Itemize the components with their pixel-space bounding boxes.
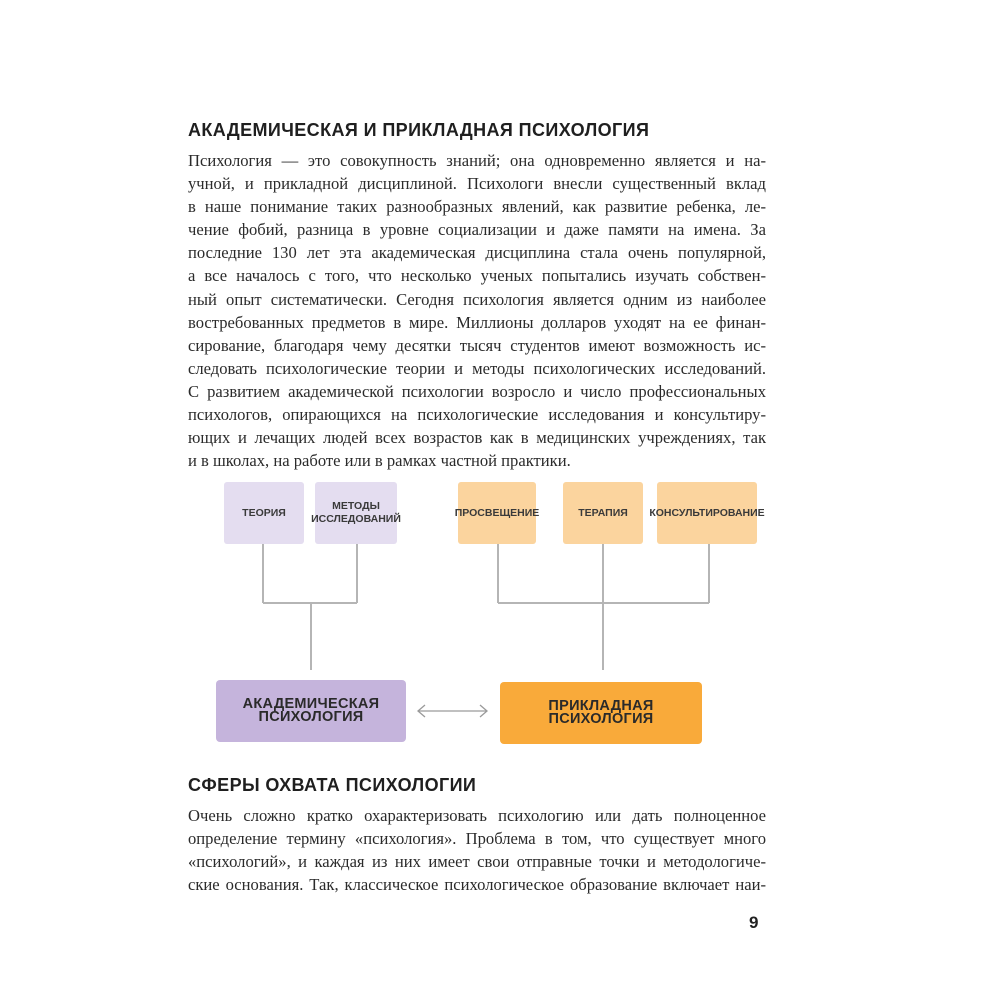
- paragraph-line: определение термину «психология». Проблема в том, что существует много: [188, 829, 766, 849]
- paragraph-line: «психологий», и каждая из них имеет свои отправные точки и методологиче-: [188, 852, 766, 872]
- paragraph-line: Очень сложно кратко охарактеризовать психологию или дать полноценное: [188, 806, 766, 825]
- paragraph-line: ющих и лечащих людей всех возрастов как в медицинских учреждениях, так: [188, 428, 766, 448]
- paragraph-line: ские основания. Так, классическое психологическое образование включает наи-: [188, 875, 766, 895]
- academic-psychology-box: АКАДЕМИЧЕСКАЯ ПСИХОЛОГИЯ: [216, 680, 406, 742]
- branch-box-therapy: ТЕРАПИЯ: [563, 482, 643, 544]
- branch-box-theory: ТЕОРИЯ: [224, 482, 304, 544]
- paragraph-line: сирование, благодаря чему десятки тысяч студентов имеют возможность ис-: [188, 335, 766, 355]
- paragraph-line: последние 130 лет эта академическая дисциплина стала очень популярной,: [188, 243, 766, 263]
- branch-box-counseling: КОНСУЛЬТИРОВАНИЕ: [657, 482, 757, 544]
- paragraph-line: а все началось с того, что несколько ученых попытались изучать собствен-: [188, 266, 766, 286]
- branch-box-research-methods: МЕТОДЫ ИССЛЕДОВАНИЙ: [315, 482, 397, 544]
- paragraph-line: чение фобий, разница в уровне социализации и даже памяти на имена. За: [188, 220, 766, 240]
- paragraph-line: Психология — это совокупность знаний; она одновременно является и на-: [188, 151, 766, 170]
- paragraph-line: учной, и прикладной дисциплиной. Психологи внесли существенный вклад: [188, 174, 766, 194]
- applied-psychology-box: ПРИКЛАДНАЯ ПСИХОЛОГИЯ: [500, 682, 702, 744]
- section-heading-academic-applied: АКАДЕМИЧЕСКАЯ И ПРИКЛАДНАЯ ПСИХОЛОГИЯ: [188, 120, 650, 140]
- paragraph-line: С развитием академической психологии возросло и число профессиональных: [188, 381, 766, 401]
- paragraph-line: и в школах, на работе или в рамках частной практики.: [188, 451, 571, 471]
- section-paragraph-2: [188, 804, 766, 896]
- paragraph-line: ный опыт систематически. Сегодня психология является одним из наиболее: [188, 289, 766, 309]
- double-arrow-icon: [418, 705, 487, 717]
- section-heading-scope: СФЕРЫ ОХВАТА ПСИХОЛОГИИ: [188, 775, 477, 795]
- paragraph-line: следовать психологические теории и методы психологических исследований.: [188, 358, 766, 378]
- paragraph-line: в наше понимание таких разнообразных явлений, как развитие ребенка, ле-: [188, 197, 766, 217]
- paragraph-line: психологов, опирающихся на психологические исследования и консультиру-: [188, 405, 766, 425]
- branch-box-education: ПРОСВЕЩЕНИЕ: [458, 482, 536, 544]
- paragraph-line: востребованных предметов в мире. Миллионы долларов уходят на ее финан-: [188, 312, 766, 332]
- page-number: 9: [749, 913, 759, 932]
